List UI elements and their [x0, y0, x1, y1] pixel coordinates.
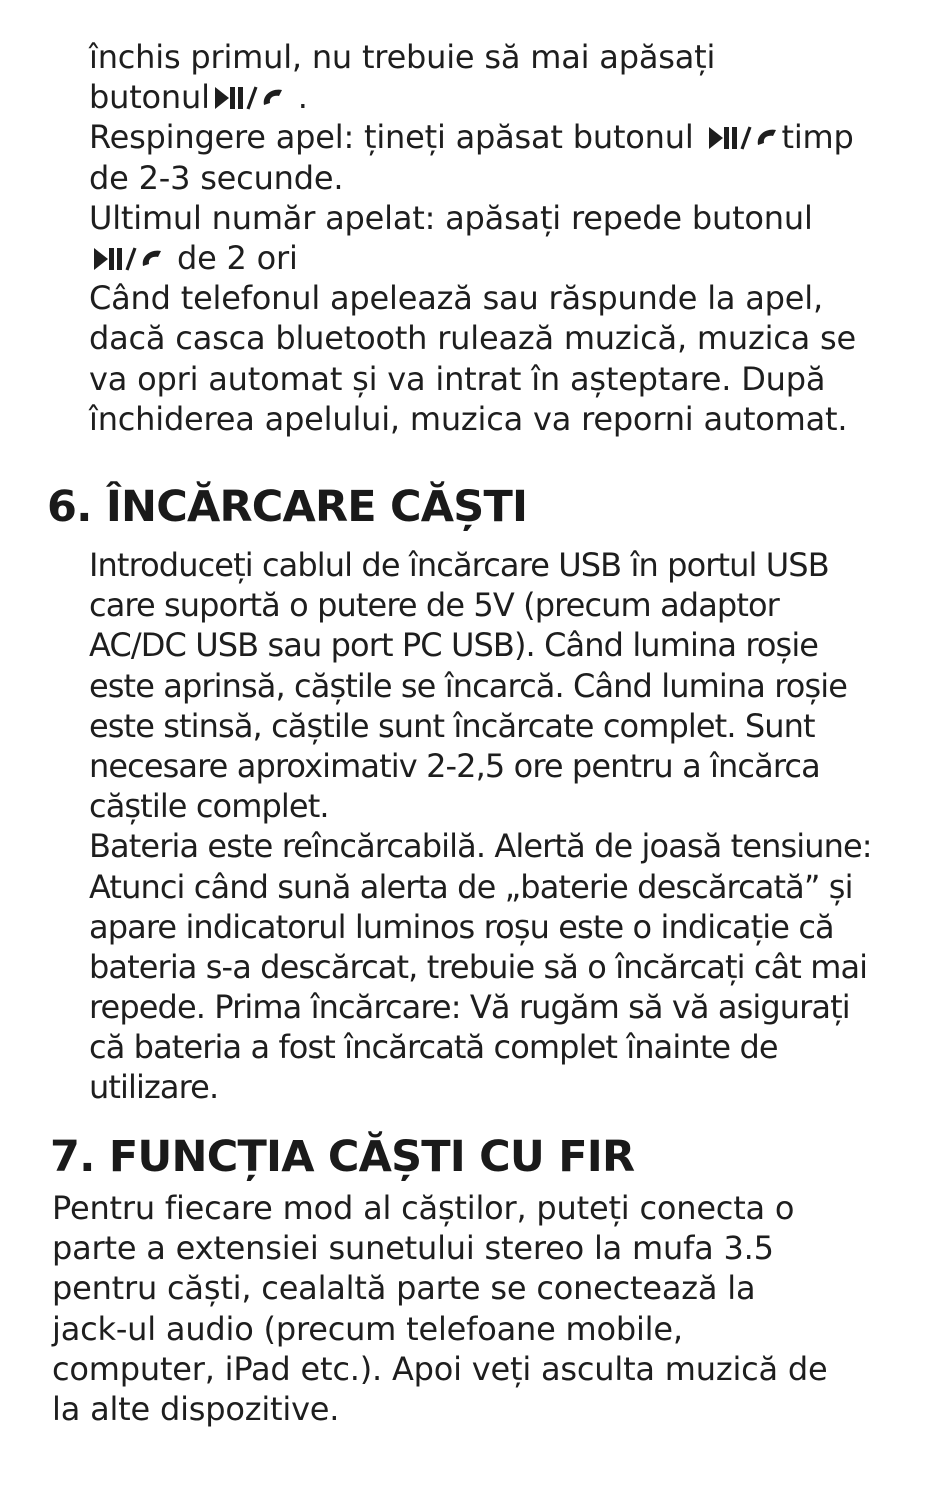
text-line: pentru căști, cealaltă parte se conectează la — [52, 1269, 756, 1308]
text-line — [89, 238, 856, 278]
text-line: va opri automat și va intrat în așteptare. După — [89, 359, 826, 398]
text-line: apare indicatorul luminos roșu este o indicație că — [89, 907, 834, 946]
play-pause-call-icon — [706, 125, 780, 151]
text-line: AC/DC USB sau port PC USB). Când lumina roșie — [89, 626, 819, 665]
section-heading-charging: 6. ÎNCĂRCARE CĂȘTI — [47, 482, 528, 532]
text-fragment: Respingere apel: țineți apăsat butonul — [89, 118, 704, 157]
text-line: bateria s-a descărcat, trebuie să o încărcați cât mai — [89, 947, 868, 986]
text-line: că bateria a fost încărcată complet înainte de — [89, 1028, 778, 1067]
text-line: Când telefonul apelează sau răspunde la apel, — [89, 279, 823, 318]
text-line: Bateria este reîncărcabilă. Alertă de joasă tensiune: — [89, 827, 872, 866]
play-pause-call-icon — [212, 85, 286, 111]
text-line: Introduceți cablul de încărcare USB în portul USB — [89, 546, 829, 584]
text-line — [89, 77, 856, 117]
text-line — [89, 117, 856, 157]
text-line: închis primul, nu trebuie să mai apăsați — [89, 38, 716, 76]
text-line: Pentru fiecare mod al căștilor, puteți conecta o — [52, 1189, 795, 1227]
text-fragment: timp — [781, 118, 854, 157]
text-line: necesare aproximativ 2-2,5 ore pentru a încărca — [89, 746, 820, 785]
text-line: parte a extensiei sunetului stereo la mufa 3.5 — [52, 1229, 774, 1268]
text-line: căștile complet. — [89, 787, 329, 826]
section-heading-wired: 7. FUNCȚIA CĂȘTI CU FIR — [50, 1132, 635, 1182]
text-line: Ultimul număr apelat: apăsați repede butonul — [89, 198, 813, 237]
text-line: este stinsă, căștile sunt încărcate complet. Sunt — [89, 706, 815, 745]
text-line: de 2-3 secunde. — [89, 158, 344, 197]
text-line: este aprinsă, căștile se încarcă. Când lumina roșie — [89, 666, 848, 705]
text-line: dacă casca bluetooth rulează muzică, muzica se — [89, 319, 856, 358]
text-fragment: butonul — [89, 78, 210, 117]
text-line: computer, iPad etc.). Apoi veți asculta muzică de — [52, 1349, 828, 1388]
text-fragment: de 2 ori — [167, 238, 298, 277]
text-line: care suportă o putere de 5V (precum adaptor — [89, 586, 779, 625]
text-line: la alte dispozitive. — [52, 1389, 340, 1428]
text-line: jack-ul audio (precum telefoane mobile, — [52, 1309, 683, 1348]
text-line: închiderea apelului, muzica va reporni automat. — [89, 399, 848, 438]
text-line: utilizare. — [89, 1068, 219, 1107]
play-pause-call-icon — [91, 246, 165, 272]
call-instructions — [89, 37, 856, 439]
charging-paragraph — [89, 545, 872, 1108]
text-line: Atunci când sună alerta de „baterie descărcată” și — [89, 867, 853, 906]
text-fragment: . — [287, 78, 308, 117]
text-line: repede. Prima încărcare: Vă rugăm să vă asigurați — [89, 988, 850, 1027]
wired-paragraph — [52, 1188, 828, 1429]
